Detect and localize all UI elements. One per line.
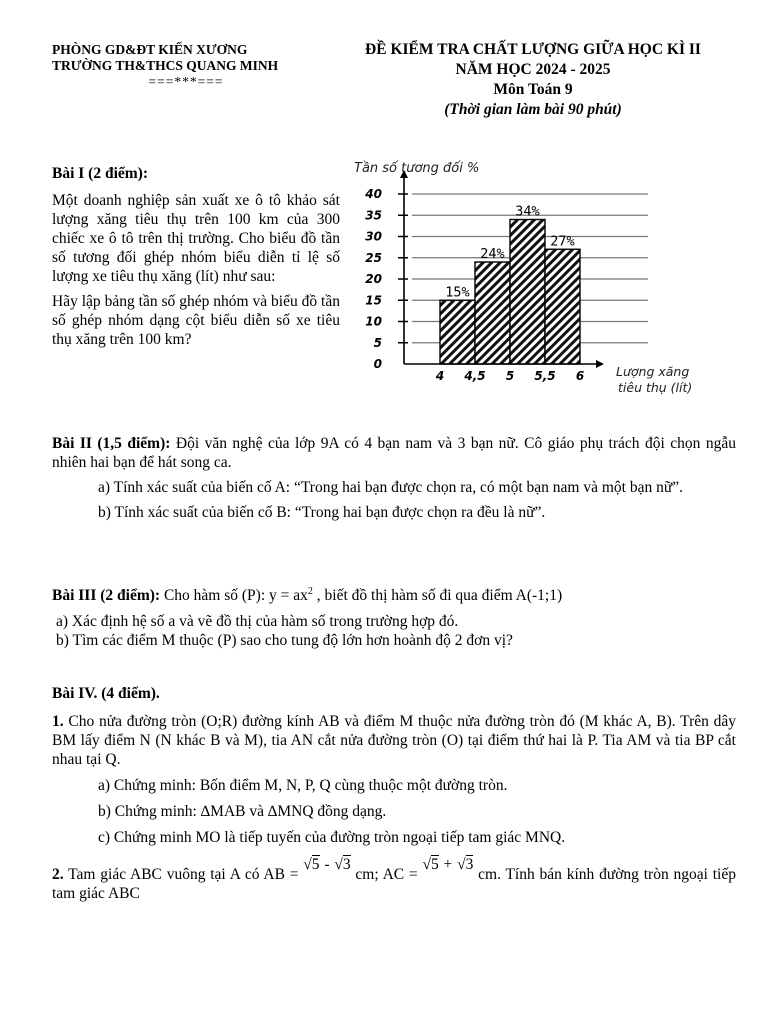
bar-value-label: 27% bbox=[550, 233, 575, 250]
problem-2-intro bbox=[52, 434, 736, 472]
y-axis-title: Tần số tương đối % bbox=[354, 161, 480, 176]
problem-4-part-1 bbox=[52, 712, 736, 769]
bar-value-label: 15% bbox=[445, 284, 470, 301]
school-year: NĂM HỌC 2024 - 2025 bbox=[455, 61, 611, 78]
problem-4-part-1-number: 1. bbox=[52, 713, 64, 730]
y-tick-label: 30 bbox=[365, 229, 382, 244]
problem-3-exponent: 2 bbox=[307, 586, 313, 597]
exam-duration: (Thời gian làm bài 90 phút) bbox=[444, 101, 622, 118]
exam-header bbox=[52, 40, 736, 140]
x-tick-label: 5 bbox=[505, 369, 515, 383]
y-tick-label: 15 bbox=[365, 293, 382, 308]
problem-3-intro bbox=[52, 582, 736, 605]
problem-3-title: Bài III (2 điểm): bbox=[52, 587, 161, 605]
problem-4 bbox=[52, 684, 736, 903]
exam-info bbox=[328, 40, 738, 120]
problem-1-title: Bài I (2 điểm): bbox=[52, 165, 149, 182]
histogram-bar bbox=[545, 249, 580, 364]
frequency-histogram bbox=[348, 158, 712, 406]
problem-3 bbox=[52, 582, 736, 650]
problem-2-text: Đội văn nghệ của lớp 9A có 4 bạn nam và 3 bạn nữ. Cô giáo phụ trách đội chọn ngẫu nhiên hai bạn để hát song ca. bbox=[52, 435, 736, 471]
problem-2-part-a: a) Tính xác suất của biến cố A: “Trong hai bạn được chọn ra, có một bạn nam và một bạn nữ”. bbox=[98, 479, 683, 496]
problem-2 bbox=[52, 434, 736, 522]
problem-4-part-b: b) Chứng minh: ∆MAB và ∆MNQ đồng dạng. bbox=[98, 803, 387, 820]
x-axis-title-line2: tiêu thụ (lít) bbox=[618, 380, 693, 395]
x-tick-label: 4 bbox=[435, 369, 445, 383]
y-tick-label: 20 bbox=[365, 272, 382, 286]
problem-4-part-c: c) Chứng minh MO là tiếp tuyến của đường tròn ngoại tiếp tam giác MNQ. bbox=[98, 829, 566, 846]
y-tick-label: 5 bbox=[373, 335, 382, 350]
exam-title: ĐỀ KIỂM TRA CHẤT LƯỢNG GIỮA HỌC KÌ II bbox=[365, 41, 701, 58]
x-axis-arrow bbox=[596, 360, 604, 368]
problem-2-title: Bài II (1,5 điểm): bbox=[52, 435, 171, 452]
problem-1-question: Hãy lập bảng tần số ghép nhóm và biểu đồ tần số ghép nhóm dạng cột biểu diễn số xe tiêu thụ xăng trên 100 km? bbox=[52, 293, 340, 348]
y-tick-label: 0 bbox=[373, 357, 382, 371]
histogram-bar bbox=[510, 220, 545, 365]
ac-expression: √5 + √3 bbox=[422, 856, 474, 873]
x-tick-label: 6 bbox=[575, 369, 585, 383]
school-name: TRƯỜNG TH&THCS QUANG MINH bbox=[52, 58, 279, 73]
problem-4-part-a: a) Chứng minh: Bốn điểm M, N, P, Q cùng thuộc một đường tròn. bbox=[98, 777, 508, 794]
y-tick-label: 25 bbox=[365, 250, 382, 265]
y-tick-label: 35 bbox=[365, 208, 382, 223]
x-tick-label: 4,5 bbox=[464, 369, 486, 383]
school-info bbox=[52, 42, 320, 90]
problem-4-part-2-number: 2. bbox=[52, 866, 64, 883]
histogram-bar bbox=[440, 300, 475, 364]
ab-expression: √5 - √3 bbox=[303, 856, 351, 873]
problem-3-text-pre: Cho hàm số (P): y = ax bbox=[160, 587, 308, 605]
y-tick-label: 40 bbox=[365, 187, 382, 201]
problem-1-text: Một doanh nghiệp sản xuất xe ô tô khảo sát lượng xăng tiêu thụ trên 100 km của 300 chiếc xe ô tô trên thị trường. Cho biểu đồ tần số tương đối ghép nhóm biểu diễn tỉ lệ số lượng xe tiêu thụ xăng (lít) như sau: bbox=[52, 192, 340, 285]
x-tick-label: 5,5 bbox=[534, 369, 556, 383]
problem-4-part-2 bbox=[52, 856, 736, 903]
problem-3-part-a: a) Xác định hệ số a và vẽ đồ thị của hàm số trong trường hợp đó. bbox=[56, 613, 459, 631]
problem-4-part-2-text-post: cm. Tính bán kính đường tròn ngoại tiếp tam giác ABC bbox=[52, 866, 736, 902]
histogram-bar bbox=[475, 262, 510, 364]
problem-4-title: Bài IV. (4 điểm). bbox=[52, 685, 160, 702]
problem-2-part-b: b) Tính xác suất của biến cố B: “Trong hai bạn được chọn ra đều là nữ”. bbox=[98, 504, 546, 521]
y-tick-label: 10 bbox=[365, 314, 382, 329]
x-axis-title: Lượng xăng bbox=[616, 364, 690, 379]
department-name: PHÒNG GD&ĐT KIẾN XƯƠNG bbox=[52, 42, 248, 57]
problem-1 bbox=[52, 164, 340, 349]
header-separator: ===***=== bbox=[148, 74, 224, 89]
bar-value-label: 34% bbox=[515, 203, 540, 220]
problem-3-text-post: , biết đồ thị hàm số đi qua điểm A(-1;1) bbox=[312, 587, 563, 605]
bar-value-label: 24% bbox=[480, 246, 505, 262]
problem-4-part-2-text-mid: cm; AC = bbox=[350, 866, 423, 883]
exam-page bbox=[52, 40, 736, 902]
subject: Môn Toán 9 bbox=[493, 81, 573, 98]
problem-3-part-b: b) Tìm các điểm M thuộc (P) sao cho tung độ lớn hơn hoành độ 2 đơn vị? bbox=[56, 632, 513, 650]
problem-4-part-1-text: Cho nửa đường tròn (O;R) đường kính AB và điểm M thuộc nửa đường tròn đó (M khác A, B). Trên dây BM lấy điểm N (N khác B và M), tia AN cắt nửa đường tròn (O) tại điểm thứ hai là P. Tia AM và tia BP cắt nhau tại Q. bbox=[52, 713, 736, 768]
problem-4-part-2-text-pre: Tam giác ABC vuông tại A có AB = bbox=[63, 866, 304, 883]
